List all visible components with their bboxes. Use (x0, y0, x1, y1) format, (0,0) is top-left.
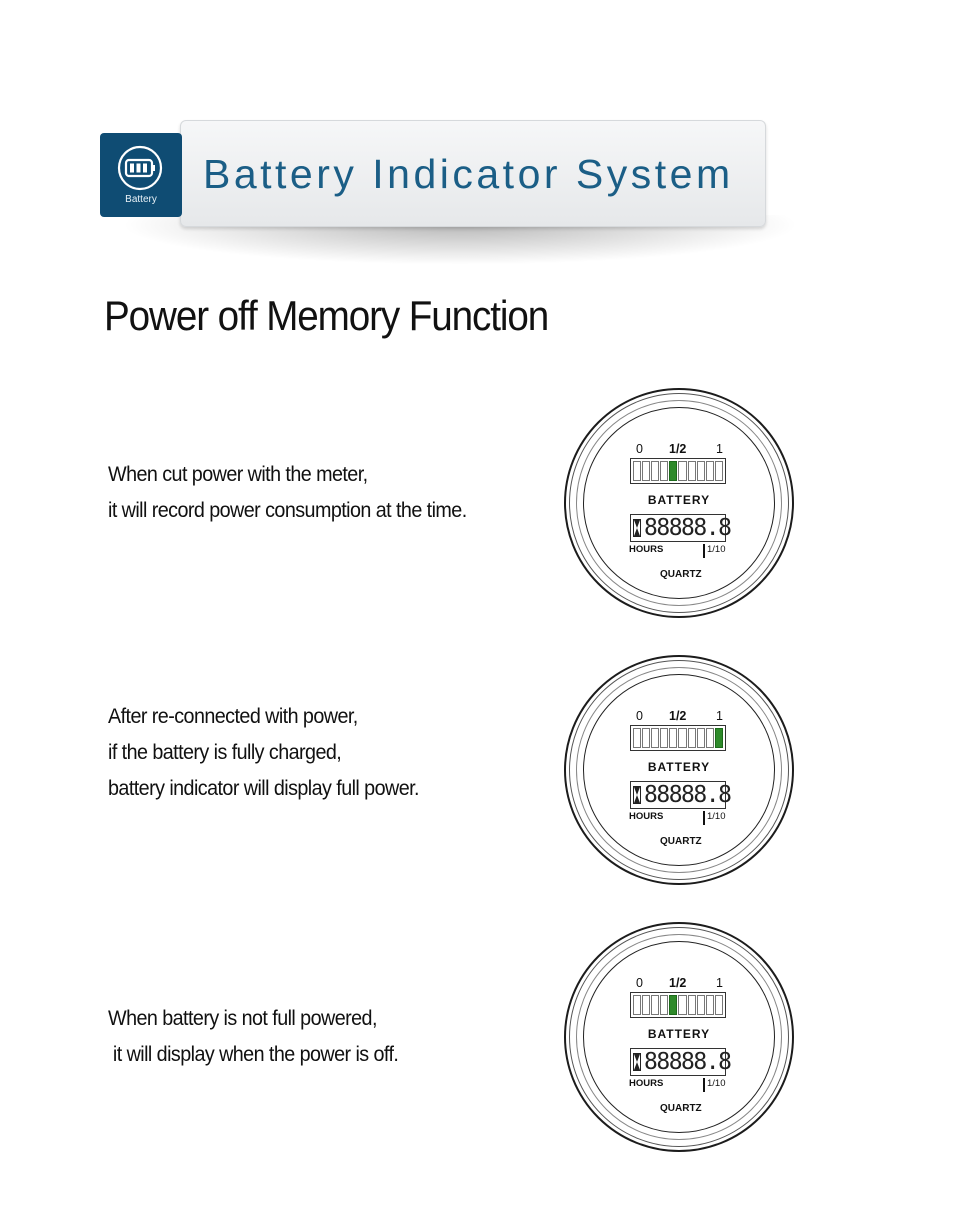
brand-label: QUARTZ (660, 836, 702, 847)
page-title: Battery Indicator System (203, 151, 734, 197)
battery-segment (642, 728, 650, 748)
description-line: After re-connected with power, (108, 705, 358, 728)
battery-segment (651, 461, 659, 481)
battery-badge (100, 133, 182, 217)
battery-segment (669, 461, 677, 481)
tenth-label: 1/10 (707, 811, 726, 822)
tenth-label: 1/10 (707, 1078, 726, 1089)
tenth-marker (703, 544, 705, 558)
description-line: if the battery is fully charged, (108, 741, 342, 764)
battery-segment (706, 995, 714, 1015)
battery-label: BATTERY (647, 760, 711, 774)
description-1 (108, 457, 467, 529)
battery-segment (642, 995, 650, 1015)
brand-label: QUARTZ (660, 569, 702, 580)
tenth-label: 1/10 (707, 544, 726, 555)
battery-segment (697, 461, 705, 481)
scale-half: 1/2 (669, 976, 687, 990)
scale-full: 1 (716, 976, 723, 990)
tenth-marker (703, 811, 705, 825)
scale-empty: 0 (636, 709, 643, 723)
battery-segment (633, 995, 641, 1015)
battery-segment (660, 728, 668, 748)
battery-segment (633, 461, 641, 481)
scale-half: 1/2 (669, 709, 687, 723)
battery-segment (678, 728, 686, 748)
battery-segment (678, 461, 686, 481)
description-line: When battery is not full powered, (108, 1007, 377, 1030)
hours-label: HOURS (629, 544, 664, 555)
battery-label: BATTERY (647, 493, 711, 507)
battery-segment (688, 461, 696, 481)
battery-segment (715, 995, 723, 1015)
battery-level-bar (630, 725, 726, 751)
hour-meter-display (630, 781, 731, 809)
description-line: When cut power with the meter, (108, 463, 368, 486)
badge-label: Battery (125, 194, 157, 205)
hours-label: HOURS (629, 1078, 664, 1089)
hourglass-icon (633, 786, 641, 804)
battery-level-bar (630, 992, 726, 1018)
description-3 (108, 1001, 398, 1073)
battery-segment (660, 461, 668, 481)
battery-segment (697, 728, 705, 748)
battery-segment (633, 728, 641, 748)
hours-label: HOURS (629, 811, 664, 822)
hour-meter-display (630, 514, 731, 542)
scale-full: 1 (716, 442, 723, 456)
battery-segment (651, 728, 659, 748)
battery-segment (715, 728, 723, 748)
description-2 (108, 699, 419, 807)
battery-level-bar (630, 458, 726, 484)
scale-empty: 0 (636, 442, 643, 456)
battery-segment (678, 995, 686, 1015)
battery-label: BATTERY (647, 1027, 711, 1041)
battery-gauge-3 (564, 922, 794, 1152)
battery-segment (706, 728, 714, 748)
scale-full: 1 (716, 709, 723, 723)
hours-digits: 88888.8 (644, 782, 731, 808)
description-line: it will display when the power is off. (108, 1043, 399, 1066)
scale-half: 1/2 (669, 442, 687, 456)
battery-segment (669, 995, 677, 1015)
battery-gauge-1 (564, 388, 794, 618)
section-title: Power off Memory Function (104, 292, 549, 339)
battery-segment (706, 461, 714, 481)
battery-segment (688, 728, 696, 748)
battery-segment (642, 461, 650, 481)
hourglass-icon (633, 1053, 641, 1071)
scale-empty: 0 (636, 976, 643, 990)
hourglass-icon (633, 519, 641, 537)
hours-digits: 88888.8 (644, 1049, 731, 1075)
battery-segment (688, 995, 696, 1015)
battery-icon (117, 145, 163, 191)
battery-gauge-2 (564, 655, 794, 885)
hour-meter-display (630, 1048, 731, 1076)
battery-segment (715, 461, 723, 481)
battery-segment (651, 995, 659, 1015)
hours-digits: 88888.8 (644, 515, 731, 541)
header-banner (180, 120, 766, 227)
description-line: it will record power consumption at the time. (108, 499, 467, 522)
brand-label: QUARTZ (660, 1103, 702, 1114)
battery-segment (697, 995, 705, 1015)
battery-segment (669, 728, 677, 748)
tenth-marker (703, 1078, 705, 1092)
description-line: battery indicator will display full power. (108, 777, 419, 800)
battery-segment (660, 995, 668, 1015)
